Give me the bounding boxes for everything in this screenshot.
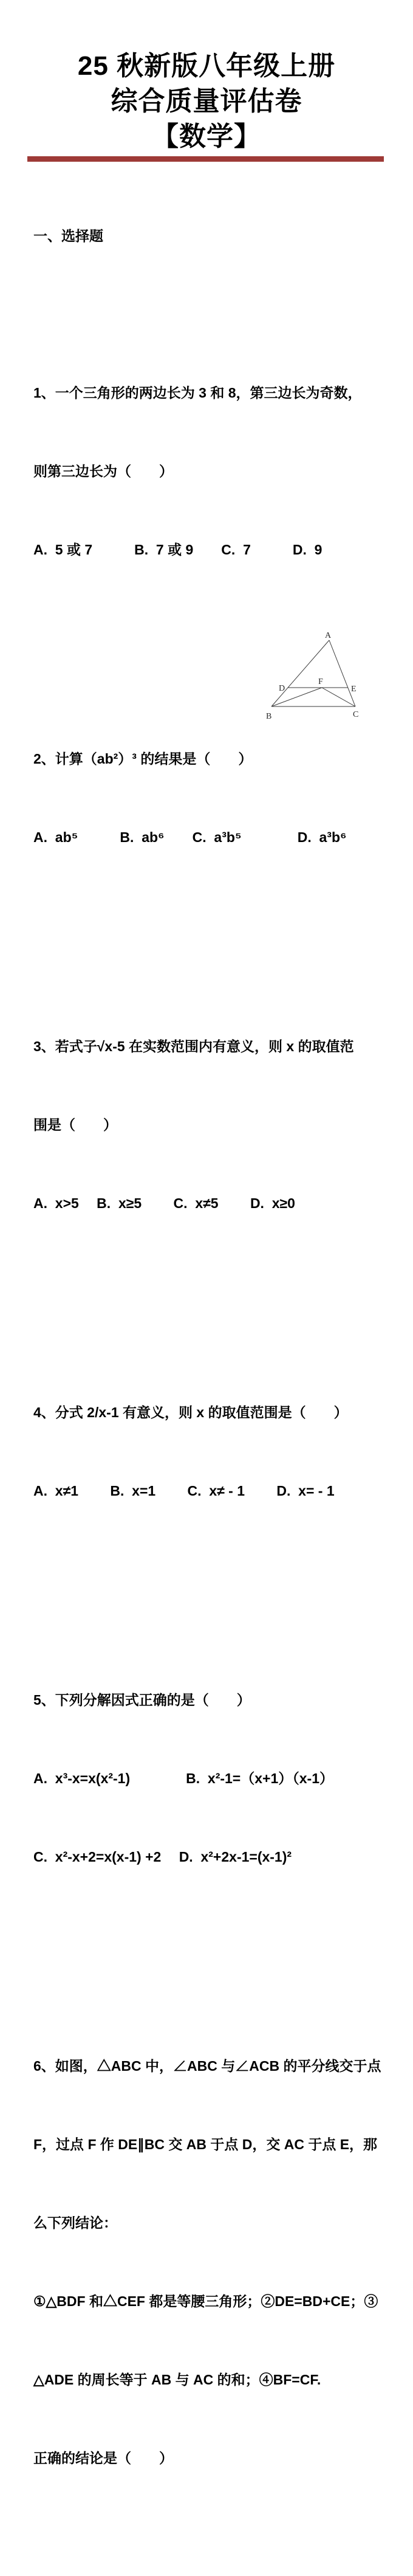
question-line: 3、若式子√x-5 在实数范围内有意义，则 x 的取值范 (33, 1038, 354, 1054)
vertex-label-b: B (266, 712, 272, 721)
side-ac (329, 640, 355, 706)
question-line: 2、计算（ab²）³ 的结果是（ ） (33, 751, 253, 767)
question-options: C. x²-x+2=x(x-1) +2 D. x²+2x-1=(x-1)² (33, 1849, 292, 1865)
section-heading: 一、选择题 (33, 228, 103, 244)
exam-title (0, 49, 413, 154)
question-line: 5、下列分解因式正确的是（ ） (33, 1692, 251, 1708)
question-body (33, 171, 389, 2576)
question-line: 则第三边长为（ ） (33, 463, 173, 479)
question-options: A. x≠1 B. x=1 C. x≠ - 1 D. x= - 1 (33, 1483, 335, 1499)
exam-title-line-2: 综合质量评估卷 (111, 86, 302, 116)
vertex-label-d: D (279, 684, 285, 693)
question-1 (33, 328, 389, 615)
question-line: ①△BDF 和△CEF 都是等腰三角形；②DE=BD+CE；③ (33, 2293, 378, 2309)
question-line: 1、一个三角形的两边长为 3 和 8，第三边长为奇数， (33, 385, 362, 401)
vertex-label-e: E (351, 685, 357, 694)
vertex-label-f: F (318, 677, 323, 686)
question-options: A. ab⁵ B. ab⁶ C. a³b⁵ D. a³b⁶ (33, 829, 347, 845)
triangle-abc-diagram (261, 629, 370, 730)
question-5 (33, 1635, 389, 1922)
question-line: F，过点 F 作 DE∥BC 交 AB 于点 D，交 AC 于点 E，那 (33, 2136, 378, 2152)
geometry-figure (261, 629, 370, 730)
question-options: A. 5 或 7 B. 7 或 9 C. 7 D. 9 (33, 542, 323, 558)
vertex-label-c: C (353, 710, 359, 719)
question-line: 正确的结论是（ ） (33, 2450, 173, 2466)
question-line: 6、如图，△ABC 中，∠ABC 与∠ACB 的平分线交于点 (33, 2058, 381, 2074)
question-line: 4、分式 2/x-1 有意义，则 x 的取值范围是（ ） (33, 1404, 348, 1420)
question-line: △ADE 的周长等于 AB 与 AC 的和；④BF=CF. (33, 2372, 321, 2388)
question-options: A. x>5 B. x≥5 C. x≠5 D. x≥0 (33, 1195, 295, 1211)
question-line: 么下列结论： (33, 2215, 117, 2231)
question-options: A. x³-x=x(x²-1) B. x²-1=（x+1）（x-1） (33, 1770, 333, 1786)
exam-title-line-3: 【数学】 (152, 122, 261, 151)
question-6 (33, 2001, 389, 2524)
exam-title-line-1: 25 秋新版八年级上册 (77, 51, 336, 81)
question-4 (33, 1347, 389, 1556)
title-divider (27, 156, 384, 162)
question-3 (33, 981, 389, 1269)
side-ab (271, 640, 329, 706)
segment-fc (322, 688, 355, 706)
vertex-label-a: A (325, 631, 332, 640)
question-line: 围是（ ） (33, 1117, 117, 1133)
